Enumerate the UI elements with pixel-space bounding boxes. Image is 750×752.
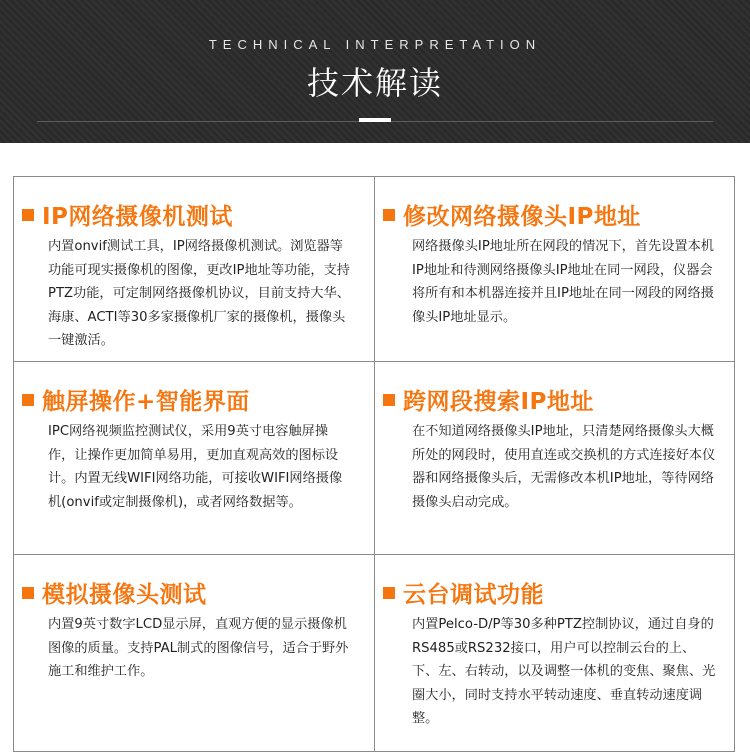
feature-title: 跨网段搜索IP地址 [403,389,594,415]
feature-card-header [22,576,207,609]
header-accent-dash [359,118,391,122]
orange-square-icon [22,394,34,406]
feature-description: 内置9英寸数字LCD显示屏，直观方便的显示摄像机图像的质量。支持PAL制式的图像信号，适合于野外施工和维护工作。 [48,617,349,679]
feature-card-touch-ui [14,362,375,555]
orange-square-icon [383,209,395,221]
feature-card-header [383,383,594,416]
header-subtitle: TECHNICAL INTERPRETATION [208,37,542,52]
feature-title: 修改网络摄像头IP地址 [403,204,641,230]
feature-description: 在不知道网络摄像头IP地址，只清楚网络摄像头大概所处的网段时，使用直连或交换机的方式连接好本仪器和网络摄像头后，无需修改本机IP地址，等待网络摄像头启动完成。 [412,424,716,510]
feature-description: IPC网络视频监控测试仪，采用9英寸电容触屏操作，让操作更加简单易用，更加直观高效的图标设计。内置无线WIFI网络功能，可接收WIFI网络摄像机(onvif或定制摄像机)，或者网络数据等。 [48,424,343,510]
feature-card-header [22,383,250,416]
feature-title: IP网络摄像机测试 [42,204,233,230]
feature-card-ptz-debug [375,555,734,751]
orange-square-icon [383,394,395,406]
header-title: 技术解读 [306,64,443,102]
feature-card-header [383,576,544,609]
feature-description: 内置onvif测试工具，IP网络摄像机测试。浏览器等功能可现实摄像机的图像，更改IP地址等功能，支持PTZ功能，可定制网络摄像机协议，目前支持大华、海康、ACTI等30多家摄像机厂家的摄像机，摄像头一键激活。 [48,239,350,348]
feature-grid [13,176,735,752]
feature-card-analog-camera-test [14,555,375,751]
orange-square-icon [22,209,34,221]
feature-card-modify-ip [375,177,734,362]
feature-title: 云台调试功能 [403,582,544,608]
feature-card-header [383,198,641,231]
orange-square-icon [22,587,34,599]
feature-description: 内置Pelco-D/P等30多种PTZ控制协议，通过自身的RS485或RS232接口，用户可以控制云台的上、下、左、右转动，以及调整一体机的变焦、聚焦、光圈大小，同时支持水平转动速度、垂直转动速度调整。 [412,617,716,726]
feature-title: 模拟摄像头测试 [42,582,207,608]
orange-square-icon [383,587,395,599]
feature-title: 触屏操作+智能界面 [42,389,250,415]
feature-card-ip-camera-test [14,177,375,362]
feature-card-header [22,198,233,231]
header-banner [0,0,750,143]
feature-description: 网络摄像头IP地址所在网段的情况下，首先设置本机IP地址和待测网络摄像头IP地址在同一网段，仪器会将所有和本机器连接并且IP地址在同一网段的网络摄像头IP地址显示。 [412,239,714,325]
feature-card-cross-subnet-search [375,362,734,555]
